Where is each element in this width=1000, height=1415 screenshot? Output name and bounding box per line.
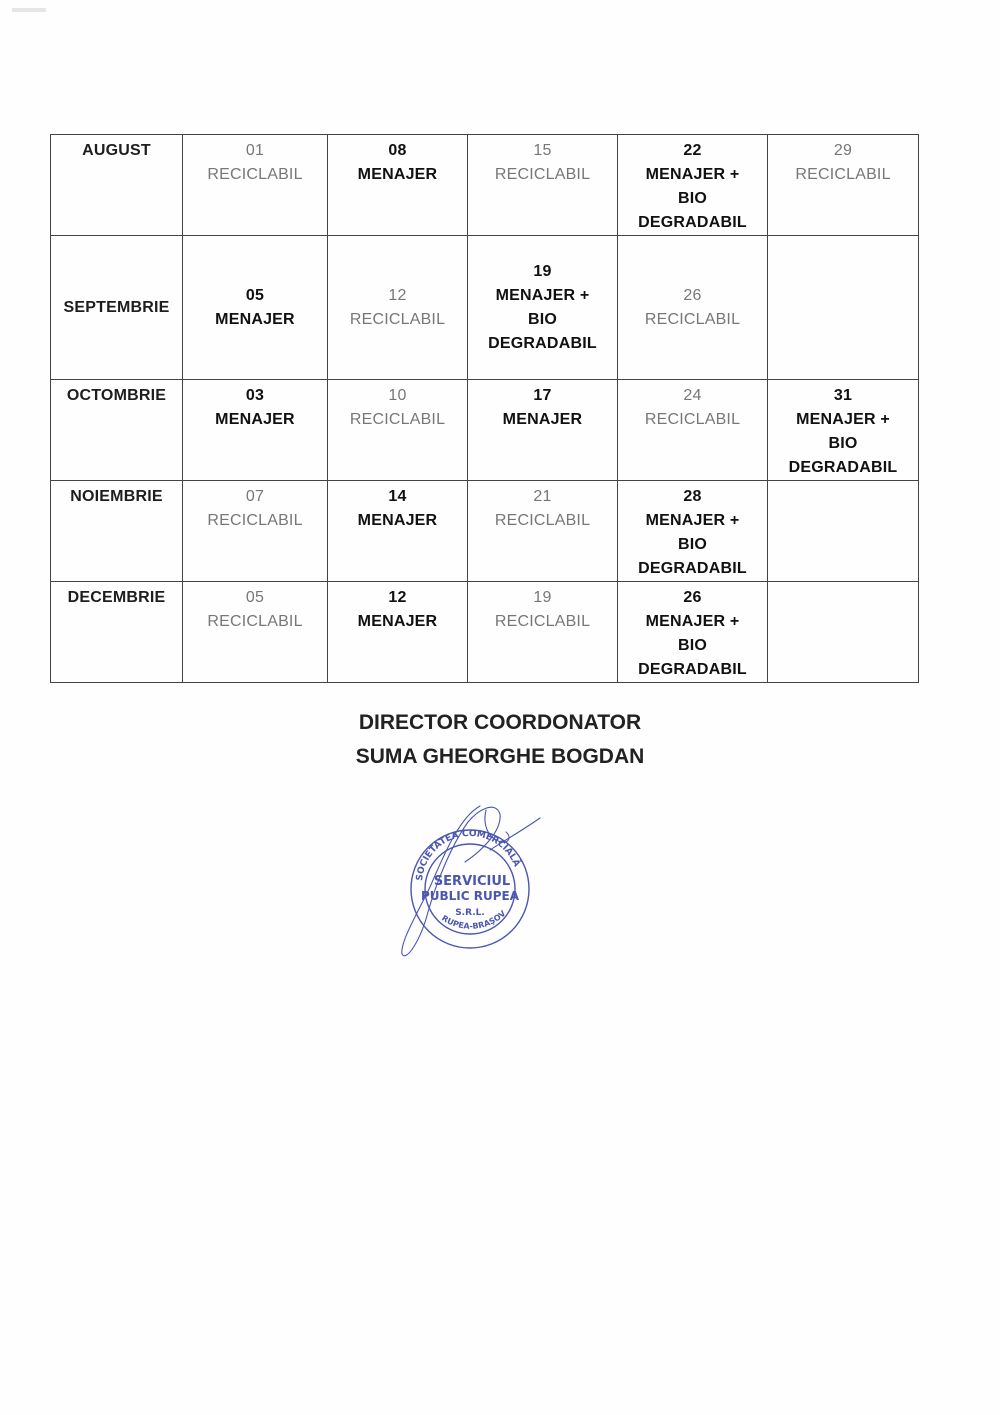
- month-label: DECEMBRIE: [51, 582, 183, 683]
- collection-cell: [328, 481, 468, 582]
- collection-cell: [183, 236, 328, 380]
- collection-cell: [468, 380, 618, 481]
- waste-type: MENAJER: [357, 166, 438, 183]
- schedule-row: [51, 582, 919, 683]
- month-label: OCTOMBRIE: [51, 380, 183, 481]
- collection-schedule-table: [50, 134, 919, 683]
- collection-day: 01: [245, 142, 265, 159]
- waste-type: MENAJER + BIO DEGRADABIL: [638, 613, 747, 678]
- month-label: SEPTEMBRIE: [51, 236, 183, 380]
- collection-cell: [618, 380, 768, 481]
- waste-type: RECICLABIL: [494, 166, 591, 183]
- stamp-line1: SERVICIUL: [433, 874, 511, 889]
- waste-type: RECICLABIL: [207, 613, 303, 630]
- waste-type: MENAJER + BIO DEGRADABIL: [788, 411, 898, 476]
- signatory-title: DIRECTOR COORDONATOR: [358, 711, 642, 734]
- schedule-row: [51, 380, 919, 481]
- waste-type: MENAJER + BIO DEGRADABIL: [638, 512, 747, 577]
- collection-cell: [468, 582, 618, 683]
- collection-cell: [768, 582, 919, 683]
- collection-day: 31: [833, 387, 853, 404]
- stamp-line3: S.R.L.: [455, 908, 485, 918]
- collection-cell: [328, 135, 468, 236]
- collection-cell: [768, 135, 919, 236]
- schedule-row: [51, 135, 919, 236]
- scan-artifact: [12, 8, 46, 12]
- collection-day: 10: [388, 387, 407, 404]
- waste-type: MENAJER: [215, 310, 295, 328]
- waste-type: MENAJER: [357, 512, 438, 529]
- collection-day: 12: [388, 286, 407, 304]
- collection-cell: [468, 481, 618, 582]
- collection-cell: [328, 582, 468, 683]
- waste-type: RECICLABIL: [349, 411, 446, 428]
- waste-type: MENAJER: [357, 613, 438, 630]
- collection-cell: [618, 582, 768, 683]
- month-label: NOIEMBRIE: [51, 481, 183, 582]
- collection-day: 21: [533, 488, 552, 505]
- collection-day: 29: [833, 142, 853, 159]
- waste-type: RECICLABIL: [207, 166, 303, 183]
- collection-day: 12: [388, 589, 407, 606]
- waste-type: MENAJER + BIO DEGRADABIL: [488, 286, 597, 352]
- waste-type: MENAJER: [502, 411, 583, 428]
- schedule-row: [51, 481, 919, 582]
- collection-cell: [768, 481, 919, 582]
- collection-cell: [183, 380, 328, 481]
- schedule-row: [51, 236, 919, 380]
- waste-type: RECICLABIL: [644, 411, 741, 428]
- month-label: AUGUST: [51, 135, 183, 236]
- collection-day: 05: [245, 286, 265, 304]
- company-stamp-with-signature: [390, 792, 550, 962]
- collection-cell: [328, 380, 468, 481]
- collection-day: 14: [388, 488, 407, 505]
- collection-cell: [468, 135, 618, 236]
- collection-day: 15: [533, 142, 552, 159]
- collection-day: 08: [388, 142, 407, 159]
- waste-type: RECICLABIL: [207, 512, 303, 529]
- collection-cell: [183, 582, 328, 683]
- collection-cell: [618, 236, 768, 380]
- collection-day: 07: [245, 488, 265, 505]
- collection-cell: [468, 236, 618, 380]
- collection-day: 22: [683, 142, 702, 159]
- waste-type: RECICLABIL: [349, 310, 446, 328]
- collection-day: 28: [683, 488, 702, 505]
- collection-day: 26: [683, 589, 702, 606]
- waste-type: RECICLABIL: [795, 166, 891, 183]
- stamp-bottom-text: RUPEA-BRAŞOV: [440, 908, 508, 931]
- stamp-line2: PUBLIC RUPEA: [420, 889, 520, 903]
- collection-cell: [618, 135, 768, 236]
- signatory-name: SUMA GHEORGHE BOGDAN: [355, 745, 645, 768]
- collection-day: 17: [533, 387, 552, 404]
- collection-cell: [618, 481, 768, 582]
- collection-cell: [183, 135, 328, 236]
- collection-day: 19: [533, 262, 552, 280]
- collection-cell: [183, 481, 328, 582]
- stamp-ring-text: SOCIETATEA COMERCIALĂ: [415, 828, 522, 882]
- waste-type: MENAJER: [215, 411, 295, 428]
- collection-day: 03: [245, 387, 265, 404]
- collection-day: 05: [245, 589, 265, 606]
- collection-day: 19: [533, 589, 552, 606]
- collection-cell: [768, 236, 919, 380]
- waste-type: RECICLABIL: [494, 512, 591, 529]
- waste-type: MENAJER + BIO DEGRADABIL: [638, 166, 747, 231]
- collection-cell: [768, 380, 919, 481]
- collection-cell: [328, 236, 468, 380]
- waste-type: RECICLABIL: [494, 613, 591, 630]
- waste-type: RECICLABIL: [644, 310, 741, 328]
- collection-day: 24: [683, 387, 702, 404]
- collection-day: 26: [683, 286, 702, 304]
